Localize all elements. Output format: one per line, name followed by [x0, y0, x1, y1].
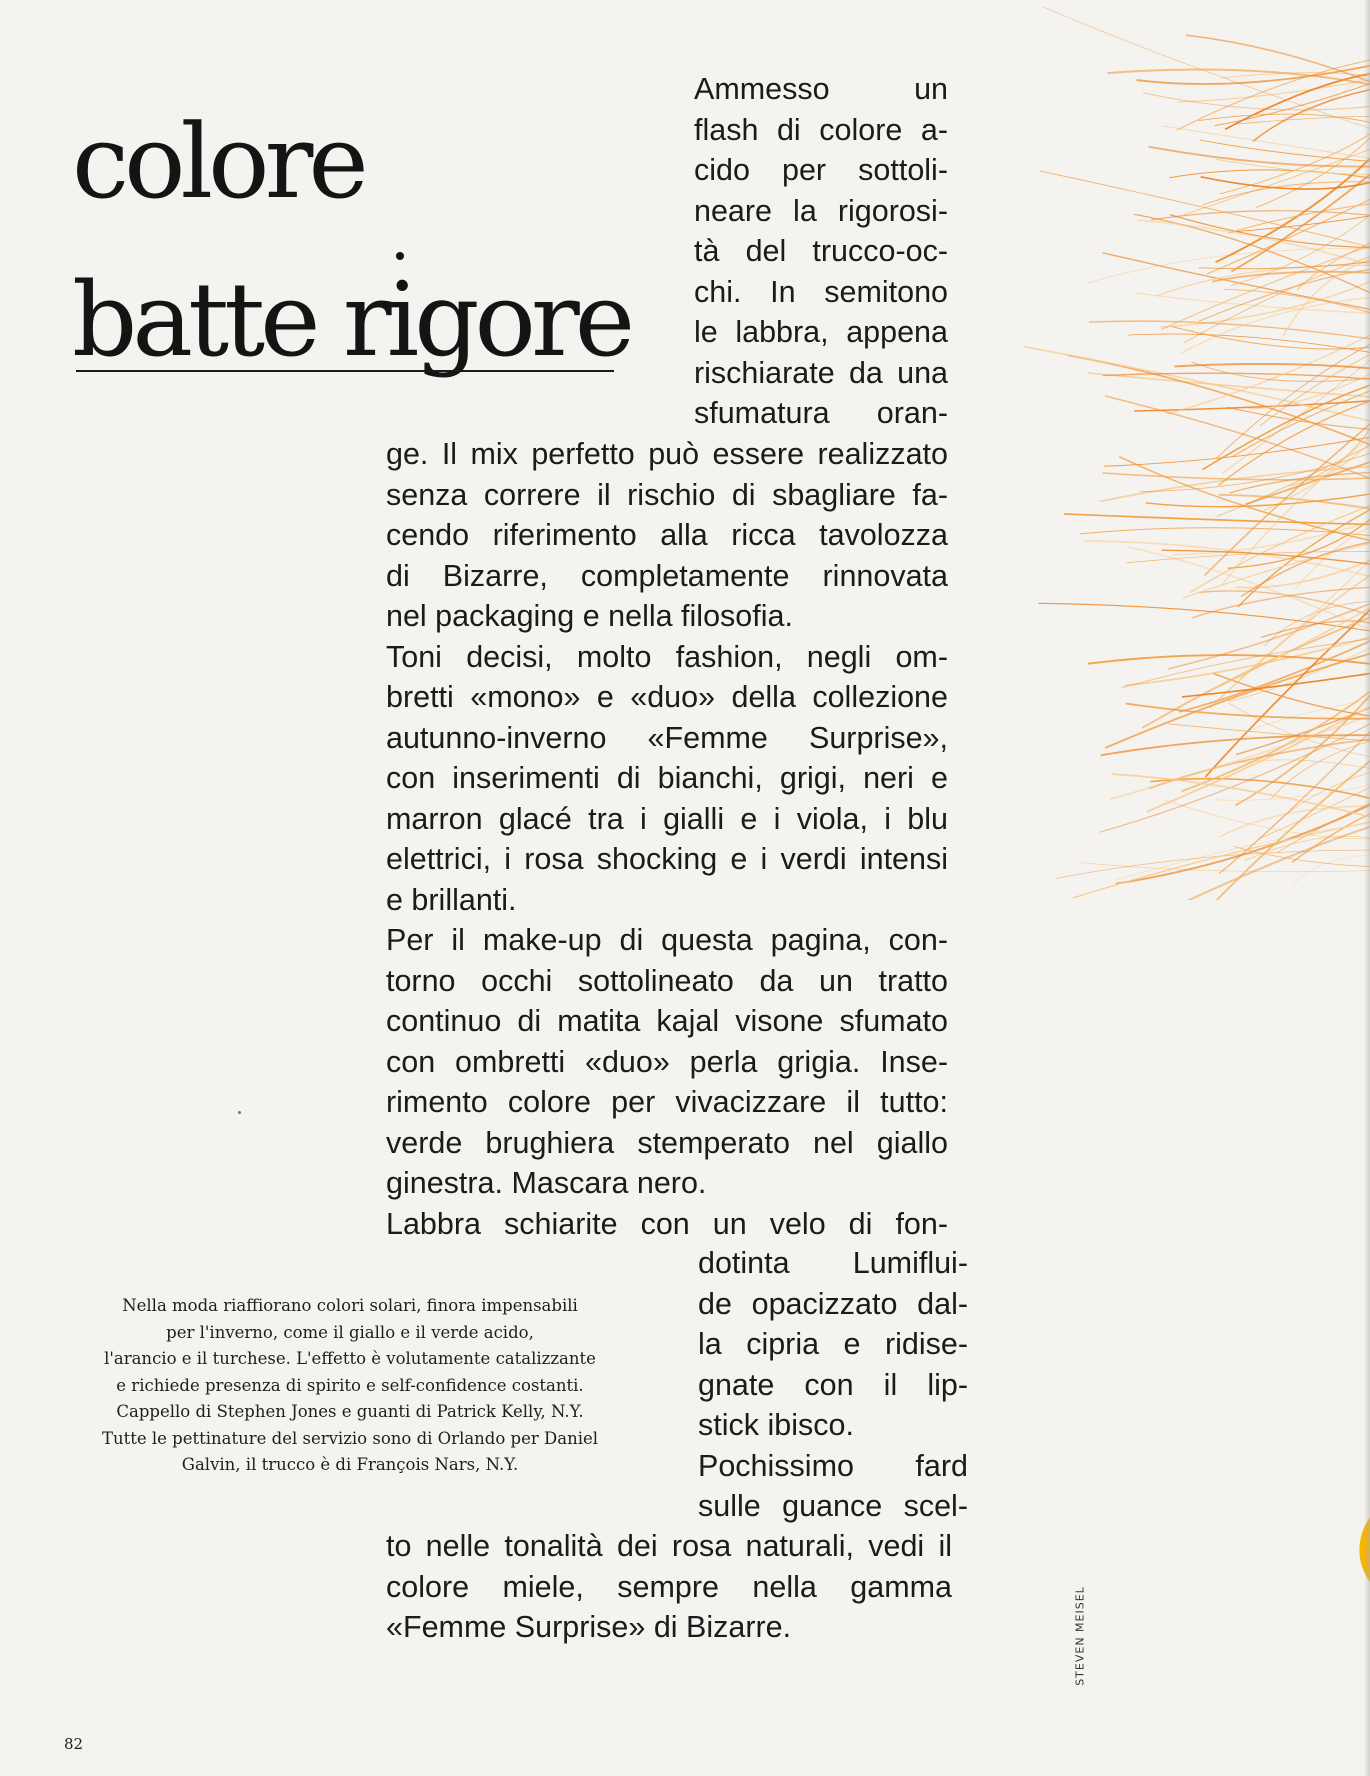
caption-line: Cappello di Stephen Jones e guanti di Patrick Kelly, N.Y.: [116, 1402, 584, 1421]
body-line: gnate con il lip-: [698, 1367, 968, 1402]
feather-strand: [1068, 355, 1370, 444]
feather-strand: [1172, 327, 1370, 349]
page-number: 82: [64, 1735, 84, 1753]
caption-line: l'arancio e il turchese. L'effetto è volutamente catalizzante: [104, 1349, 596, 1368]
body-line: Toni decisi, molto fashion, negli om-: [386, 639, 948, 674]
feather-strand: [1176, 827, 1370, 900]
body-line: di Bizarre, completamente rinnovata: [386, 558, 948, 593]
body-line: torno occhi sottolineato da un tratto: [386, 963, 948, 998]
feather-strand: [1104, 437, 1370, 466]
print-speck: [238, 1111, 241, 1114]
caption-line: per l'inverno, come il giallo e il verde acido,: [166, 1322, 534, 1342]
body-line: autunno-inverno «Femme Surprise»,: [386, 720, 948, 755]
body-line: Pochissimo fard: [698, 1448, 968, 1483]
caption-line: Galvin, il trucco è di François Nars, N.Y.: [181, 1455, 519, 1474]
feather-strand: [1295, 527, 1370, 588]
body-line: Per il make-up di questa pagina, con-: [386, 923, 948, 957]
body-line: continuo di matita kajal visone sfumato: [386, 1004, 948, 1038]
feather-strand: [1181, 298, 1370, 354]
headline-line-1: colore: [72, 103, 364, 222]
body-column-bottom: [386, 1526, 952, 1648]
feather-strand: [1282, 72, 1370, 117]
body-line: stick ibisco.: [698, 1408, 854, 1442]
feather-strand: [1168, 604, 1370, 669]
feather-strand: [1236, 216, 1370, 232]
body-line: rimento colore per vivacizzare il tutto:: [386, 1085, 948, 1119]
body-line: colore miele, sempre nella gamma: [386, 1569, 952, 1604]
body-line: nel packaging e nella filosofia.: [386, 599, 793, 633]
caption-line: Nella moda riaffiorano colori solari, finora impensabili: [122, 1296, 578, 1315]
feather-strand: [1186, 35, 1370, 81]
feather-strand: [1170, 215, 1370, 248]
body-line: con ombretti «duo» perla grigia. Inse-: [386, 1044, 948, 1079]
body-line: senza correre il rischio di sbagliare fa-: [386, 477, 948, 512]
body-line: Ammesso un: [694, 72, 948, 106]
body-line: la cipria e ridise-: [698, 1327, 968, 1361]
feather-strand: [1179, 641, 1370, 712]
body-column-top: [694, 69, 948, 434]
body-line: e brillanti.: [386, 882, 517, 917]
photo-caption: [70, 1293, 630, 1479]
feather-strand: [1292, 814, 1370, 862]
body-column-narrow: [698, 1243, 968, 1527]
body-line: cendo riferimento alla ricca tavolozza: [386, 518, 948, 552]
feather-strand: [1110, 716, 1370, 800]
body-line: flash di colore a-: [694, 112, 948, 147]
body-line: elettrici, i rosa shocking e i verdi intensi: [386, 842, 948, 876]
body-line: ginestra. Mascara nero.: [386, 1166, 707, 1200]
body-line: chi. In semitono: [694, 274, 948, 309]
feather-strand: [1161, 246, 1370, 330]
orange-feather-illustration: [990, 0, 1370, 900]
body-line: le labbra, appena: [694, 315, 948, 349]
body-line: bretti «mono» e «duo» della collezione: [386, 680, 948, 714]
feather-strand: [1201, 177, 1370, 189]
body-line: rischiarate da una: [694, 355, 948, 390]
feather-strand: [1182, 674, 1370, 697]
headline-dot: [396, 252, 404, 260]
feather-strand: [1256, 138, 1370, 207]
body-line: de opacizzato dal-: [698, 1286, 968, 1321]
body-line: verde brughiera stemperato nel giallo: [386, 1125, 948, 1160]
body-line: Labbra schiarite con un velo di fon-: [386, 1206, 948, 1241]
headline-rule: [76, 370, 614, 372]
body-line: con inserimenti di bianchi, grigi, neri e: [386, 761, 948, 795]
feather-strand: [1142, 617, 1370, 727]
body-line: to nelle tonalità dei rosa naturali, vedi il: [386, 1529, 952, 1563]
feather-strand: [1089, 321, 1370, 339]
body-line: sulle guance scel-: [698, 1489, 968, 1523]
feather-strand: [1253, 90, 1370, 142]
body-line: ge. Il mix perfetto può essere realizzato: [386, 437, 948, 471]
body-line: tà del trucco-oc-: [694, 234, 948, 268]
body-line: dotinta Lumiflui-: [698, 1246, 968, 1280]
caption-line: e richiede presenza di spirito e self-confidence costanti.: [116, 1375, 584, 1395]
feather-strand: [1064, 514, 1370, 525]
headline-line-2: batte rigore: [72, 261, 631, 380]
feather-strand: [1116, 805, 1370, 884]
body-column-main: [386, 434, 948, 1244]
body-line: sfumatura oran-: [694, 396, 948, 430]
page-edge-shadow: [1364, 0, 1370, 1776]
body-line: cido per sottoli-: [694, 153, 948, 187]
body-line: «Femme Surprise» di Bizarre.: [386, 1610, 792, 1644]
caption-line: Tutte le pettinature del servizio sono di Orlando per Daniel: [101, 1428, 599, 1448]
photo-credit: STEVEN MEISEL: [1073, 1586, 1087, 1686]
body-line: neare la rigorosi-: [694, 193, 948, 228]
body-line: marron glacé tra i gialli e i viola, i blu: [386, 801, 948, 836]
